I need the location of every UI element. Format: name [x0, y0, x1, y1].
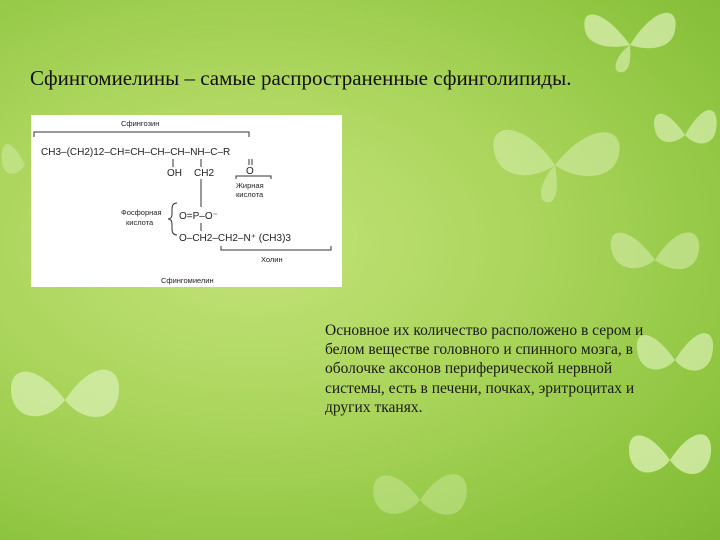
- oh-group: OH: [167, 168, 182, 179]
- choline-row: O–CH2–CH2–N⁺ (CH3)3: [179, 233, 291, 244]
- body-paragraph: Основное их количество расположено в сером и белом веществе головного и спинного мозга, в оболочке аксонов периферической нервной системы, есть в печени, почках, эритроцитах и других тканях.: [325, 322, 644, 416]
- phosphate-row: O=P–O⁻: [179, 211, 218, 222]
- main-chain: CH3–(CH2)12–CH=CH–CH–CH–NH–C–R: [41, 147, 231, 158]
- butterfly-decoration-icon: [650, 85, 720, 175]
- phosphoric-acid-label-1: Фосфорная: [121, 208, 162, 217]
- butterfly-decoration-icon: [600, 210, 710, 300]
- carbonyl-oxygen: O: [246, 166, 254, 177]
- fatty-acid-label-1: Жирная: [236, 181, 264, 190]
- sphingosine-label: Сфингозин: [121, 119, 160, 128]
- choline-label: Холин: [261, 255, 283, 264]
- butterfly-decoration-icon: [0, 330, 130, 460]
- fatty-acid-label-2: кислота: [236, 190, 264, 199]
- slide-title: Сфингомиелины – самые распространенные сфинголипиды.: [30, 66, 572, 90]
- phosphoric-acid-label-2: кислота: [126, 218, 154, 227]
- sphingomyelin-formula-image: [31, 115, 342, 287]
- butterfly-decoration-icon: [360, 440, 480, 540]
- formula-caption: Сфингомиелин: [161, 276, 214, 285]
- butterfly-decoration-icon: [480, 110, 630, 210]
- ch2-group: CH2: [194, 168, 215, 179]
